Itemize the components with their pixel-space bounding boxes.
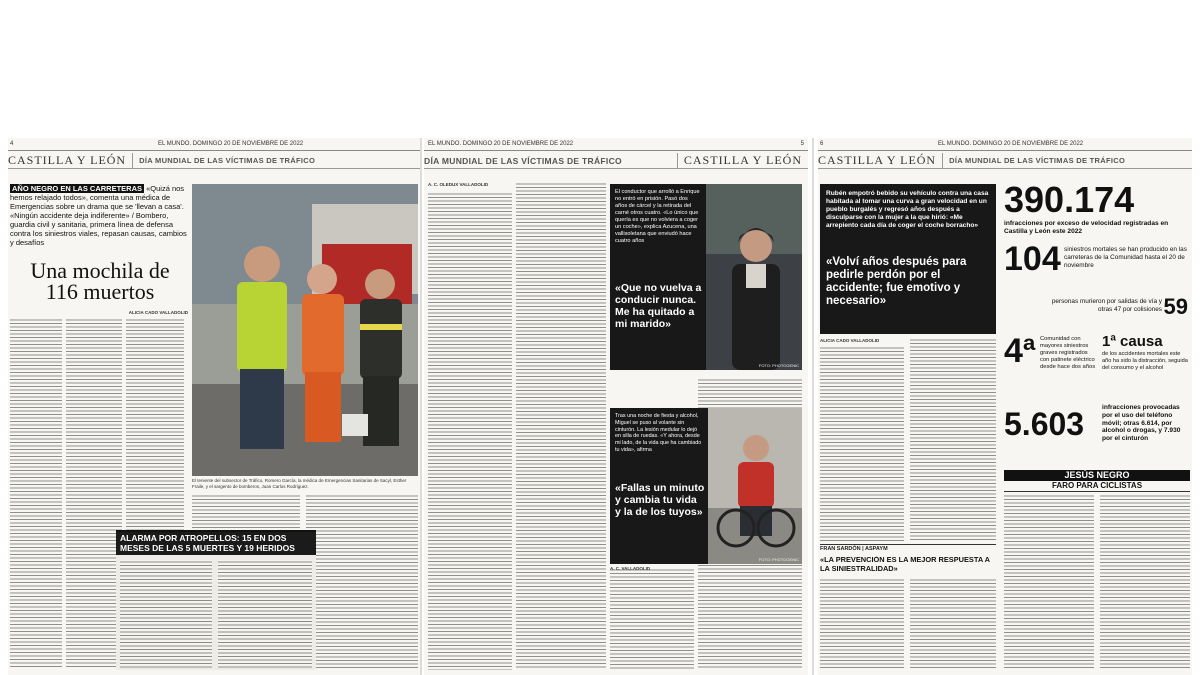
kicker-block [10, 184, 188, 256]
atropellos-box [116, 530, 316, 670]
opinion-title: «LA PREVENCIÓN ES LA MEJOR RESPUESTA A LA SINIESTRALIDAD» [820, 556, 990, 573]
section-name-middle: CASTILLA Y LEÓN [677, 153, 808, 168]
text-column-9 [610, 568, 694, 670]
section-header-right [818, 153, 1192, 169]
azucena-photo-illustration [706, 184, 802, 370]
section-header-middle [424, 153, 808, 169]
dateline-middle: EL MUNDO. DOMINGO 20 DE NOVIEMBRE DE 2022 [428, 141, 574, 147]
stat-5-number: 1ª causa [1102, 334, 1163, 350]
photo-credit: FOTO: PHOTOGENIC [758, 363, 799, 368]
stat-1-number: 390.174 [1004, 182, 1135, 220]
stat-2-number: 104 [1004, 242, 1061, 278]
byline: ALICIA CADO VALLADOLID [128, 310, 188, 315]
photo-caption: El teniente del subsector de Tráfico, Romero García, la médica de Emergencias Sanitarias de Sacyl, Esther Fraile, y el sargento de bomberos, Juan Carlos Rodríguez. [192, 478, 407, 489]
feature-azucena-quote: «Que no vuelva a conducir nunca. Me ha quitado a mi marido» [615, 282, 702, 330]
jesus-negro-subtitle: FARO PARA CICLISTAS [1004, 481, 1190, 492]
stat-1 [1004, 182, 1190, 236]
ruben-quote: «Volví años después para pedirle perdón por el accidente; fue emotivo y necesario» [826, 256, 967, 307]
ruben-feature [820, 184, 996, 334]
feature-azucena-caption: El conductor que arrolló a Enrique no entró en prisión. Pasó dos años de cárcel y la retirada del carné otros cuatro. «Lo único que quería es que no volviera a coger un coche», explica Azucena, una vallisoletana que enviudó hace cuatro años [615, 189, 700, 244]
stat-5-text: de los accidentes mortales este año ha sido la distracción, seguida del consumo y el alcohol [1102, 351, 1188, 371]
stat-2-text: siniestros mortales se han producido en las carreteras de la Comunidad hasta el 20 de noviembre [1064, 246, 1187, 269]
page-middle [424, 138, 808, 675]
headline-block [12, 260, 188, 306]
page-right [818, 138, 1192, 675]
stat-3-text: personas murieron por salidas de vía y otras 47 por colisiones [1051, 298, 1162, 313]
photo-credit-2: FOTO: PHOTOGENIC [758, 557, 799, 562]
section-header-left [8, 153, 420, 169]
kicker-text: «Quizá nos hemos relajado todos», comenta una médica de Emergencias sobre un drama que se 'llevan a casa'. «Ningún accidente deja indiferente» / Bombero, guardia civil y sanitaria, primera línea de defensa contra los siniestros viales, repasan causas, cambios y desafíos [10, 184, 187, 247]
page-number-right: 6 [820, 141, 824, 147]
dateline-right: EL MUNDO. DOMINGO 20 DE NOVIEMBRE DE 2022 [938, 141, 1084, 147]
opinion-author: FRAN SARDÓN | ASPAYM [820, 546, 888, 552]
right-byline: ALICIA CADO VALLADOLID [820, 338, 880, 343]
dateline-left: EL MUNDO. DOMINGO 20 DE NOVIEMBRE DE 2022 [158, 141, 304, 147]
stat-6-number: 5.603 [1004, 406, 1085, 442]
text-column-13 [820, 578, 904, 670]
text-column-5 [306, 494, 418, 669]
text-column-14 [910, 578, 996, 670]
stat-1-text: infracciones por exceso de velocidad registradas en Castilla y León este 2022 [1004, 220, 1169, 235]
stat-4-text: Comunidad con mayores siniestros graves registrados con patinete eléctrico desde hace dos años [1040, 336, 1096, 370]
section-subtitle: DÍA MUNDIAL DE LAS VÍCTIMAS DE TRÁFICO [139, 156, 316, 165]
section-name-right: CASTILLA Y LEÓN [818, 153, 943, 168]
text-column-7 [516, 182, 606, 670]
feature-miguel-caption: Tras una noche de fiesta y alcohol, Miguel se puso al volante sin cinturón. La lesión medular lo dejó en silla de ruedas. «Y ahora, desde mi lado, de la vida que ha cambiado tu vida», afirma [615, 413, 702, 453]
page-left [8, 138, 420, 675]
feature-miguel [610, 408, 802, 564]
page-number-left: 4 [10, 141, 14, 147]
stat-4-number: 4ª [1004, 334, 1036, 370]
miguel-photo-illustration [708, 408, 802, 564]
stat-4 [1004, 334, 1098, 400]
text-column-11 [820, 346, 904, 542]
stat-2 [1004, 242, 1190, 290]
stat-5 [1102, 334, 1190, 400]
azucena-photo [706, 184, 802, 370]
text-column-1 [10, 318, 62, 668]
text-column-12 [910, 338, 996, 542]
feature-azucena [610, 184, 802, 370]
headline: Una mochila de 116 muertos [30, 260, 170, 304]
page-number-middle: 5 [800, 141, 804, 147]
ruben-lead: Rubén empotró bebido su vehículo contra una casa habitada al tomar una curva a gran velocidad en un pueblo burgalés y regresó años después a disculparse con la mujer a la que hirió: «Me arrepiento cada día de coger el coche borracho» [826, 190, 989, 229]
stat-3-number: 59 [1163, 294, 1188, 319]
section-name: CASTILLA Y LEÓN [8, 153, 133, 168]
text-column-2 [66, 318, 122, 668]
stat-3 [1004, 294, 1190, 330]
text-column-6 [428, 192, 512, 670]
miguel-photo [708, 408, 802, 564]
stat-6 [1004, 404, 1190, 464]
kicker-tag: AÑO NEGRO EN LAS CARRETERAS [12, 184, 143, 193]
stat-6-text: infracciones provocadas por el uso del teléfono móvil; otras 6.614, por alcohol o drogas, y 7.930 por el cinturón [1102, 404, 1181, 443]
section-subtitle-middle: DÍA MUNDIAL DE LAS VÍCTIMAS DE TRÁFICO [424, 155, 622, 166]
jesus-negro-title: JESÚS NEGRO [1004, 470, 1190, 481]
team-photo-illustration [192, 184, 418, 476]
team-photo [192, 184, 418, 476]
jesus-negro-box [1004, 470, 1190, 670]
middle-byline-bottom: A. C. VALLADOLID [610, 566, 651, 571]
atropellos-box-title: ALARMA POR ATROPELLOS: 15 EN DOS MESES DE LAS 5 MUERTES Y 19 HERIDOS [116, 532, 316, 555]
section-subtitle-right: DÍA MUNDIAL DE LAS VÍCTIMAS DE TRÁFICO [949, 156, 1126, 165]
feature-miguel-quote: «Fallas un minuto y cambia tu vida y la de los tuyos» [615, 482, 705, 518]
middle-byline: A. C. OLEDUX VALLADOLID [428, 182, 489, 187]
